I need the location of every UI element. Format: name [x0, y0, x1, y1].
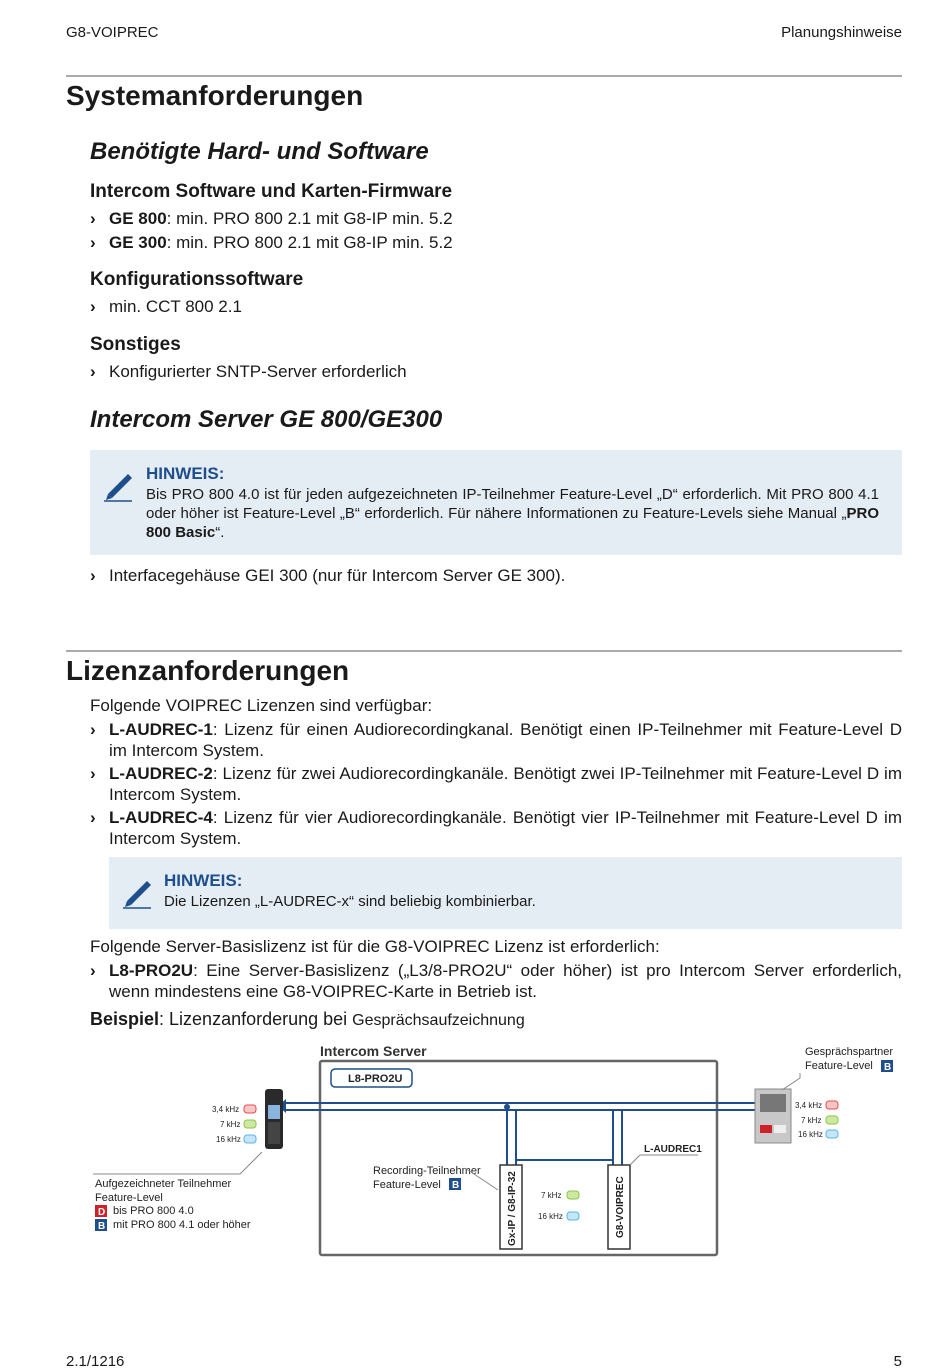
note-title: HINWEIS: [146, 464, 225, 483]
subsection-title-hardware: Benötigte Hard- und Software [90, 138, 429, 165]
license-box-label: L8-PRO2U [348, 1073, 403, 1085]
server-license-intro: Folgende Server-Basislizenz ist für die G8-VOIPREC Lizenz ist erforderlich: [90, 937, 660, 956]
speech-bubble-blue-icon [826, 1130, 838, 1138]
partner-label: Gesprächspartner [805, 1046, 894, 1058]
page-number: 5 [893, 1353, 902, 1370]
left-freq-label: 16 kHz [216, 1135, 241, 1144]
chevron-right-icon: › [90, 961, 96, 980]
chevron-right-icon: › [90, 362, 96, 381]
right-freq-label: 16 kHz [798, 1130, 823, 1139]
mid-freq-label: 7 kHz [541, 1191, 562, 1200]
speech-bubble-green-icon [244, 1120, 256, 1128]
subscriber-level-label: Feature-Level [95, 1192, 163, 1204]
svg-text:B: B [98, 1221, 106, 1232]
chevron-right-icon: › [90, 233, 96, 252]
chevron-right-icon: › [90, 297, 96, 316]
server-title: Intercom Server [320, 1043, 427, 1059]
subscriber-label: Aufgezeichneter Teilnehmer [95, 1178, 232, 1190]
partner-level-label: Feature-Level [805, 1060, 873, 1072]
group-title-other: Sonstiges [90, 334, 181, 355]
left-freq-label: 3,4 kHz [212, 1105, 240, 1114]
chevron-right-icon: › [90, 566, 96, 585]
note-text: Bis PRO 800 4.0 ist für jeden aufgezeichneten IP-Teilnehmer Feature-Level „D“ erforderlich. Mit PRO 800 4.1 oder höher ist Feature-Level „B“ erforderlich. Für nähere Informationen zu Feature-Levels siehe Manual „PRO 800 Basic“. [146, 486, 879, 541]
group-title-config: Konfigurationssoftware [90, 269, 304, 290]
speech-bubble-blue-icon [567, 1212, 579, 1220]
svg-text:D: D [98, 1207, 106, 1218]
licenses-intro: Folgende VOIPREC Lizenzen sind verfügbar: [90, 696, 433, 715]
note-text: Die Lizenzen „L-AUDREC-x“ sind beliebig kombinierbar. [164, 893, 536, 910]
recording-participant-label: Recording-Teilnehmer [373, 1165, 481, 1177]
note-title: HINWEIS: [164, 871, 243, 890]
section-title-lizenzanforderungen: Lizenzanforderungen [66, 655, 350, 686]
card-g8-voiprec-label: G8-VOIPREC [615, 1176, 626, 1238]
section-title-systemanforderungen: Systemanforderungen [66, 80, 364, 111]
subscriber-b-text: mit PRO 800 4.1 oder höher [113, 1219, 251, 1231]
note-box [109, 857, 902, 929]
speech-bubble-red-icon [244, 1105, 256, 1113]
chevron-right-icon: › [90, 720, 96, 739]
speech-bubble-green-icon [567, 1191, 579, 1199]
speech-bubble-green-icon [826, 1116, 838, 1124]
header-divider [66, 75, 902, 77]
speech-bubble-red-icon [826, 1101, 838, 1109]
group-title-firmware: Intercom Software und Karten-Firmware [90, 181, 453, 202]
footer-version: 2.1/1216 [66, 1353, 125, 1370]
audrec-label: L-AUDREC1 [644, 1144, 702, 1155]
card-gx-ip-label: Gx-IP / G8-IP-32 [507, 1171, 518, 1246]
speech-bubble-blue-icon [244, 1135, 256, 1143]
header-left: G8-VOIPREC [66, 24, 159, 41]
mid-freq-label: 16 kHz [538, 1212, 563, 1221]
right-freq-label: 3,4 kHz [795, 1101, 823, 1110]
section-divider [66, 650, 902, 652]
chevron-right-icon: › [90, 808, 96, 827]
svg-text:B: B [884, 1062, 892, 1073]
svg-text:B: B [452, 1180, 460, 1191]
license-diagram [0, 1030, 950, 1270]
pencil-icon [102, 468, 136, 502]
subsection-title-server: Intercom Server GE 800/GE300 [90, 406, 443, 433]
left-freq-label: 7 kHz [220, 1120, 241, 1129]
chevron-right-icon: › [90, 209, 96, 228]
example-caption: Beispiel: Lizenzanforderung bei Gesprächsaufzeichnung [90, 1009, 525, 1029]
recording-level-label: Feature-Level [373, 1179, 441, 1191]
header-right: Planungshinweise [781, 24, 902, 41]
note-box [90, 450, 902, 555]
chevron-right-icon: › [90, 764, 96, 783]
subscriber-d-text: bis PRO 800 4.0 [113, 1205, 194, 1217]
pencil-icon [121, 875, 155, 909]
right-freq-label: 7 kHz [801, 1116, 822, 1125]
